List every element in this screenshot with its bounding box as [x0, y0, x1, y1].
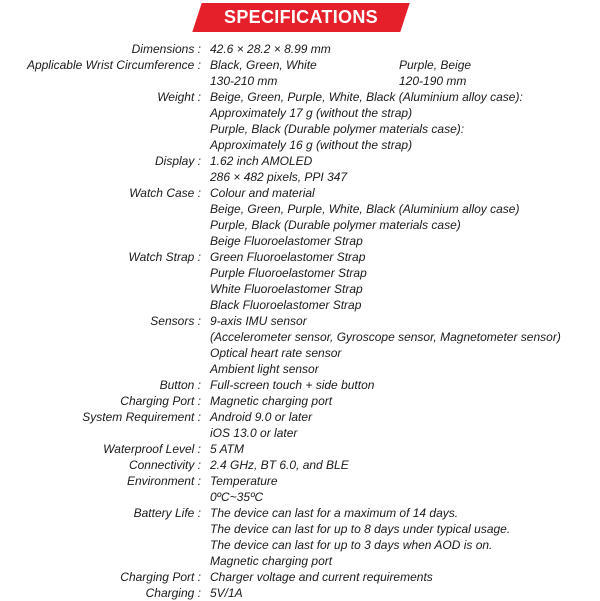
spec-label: Battery Life :: [133, 506, 201, 520]
spec-row: [0, 505, 600, 569]
spec-row: [0, 57, 600, 89]
spec-value: Magnetic charging port: [210, 554, 333, 568]
spec-label: Environment :: [126, 474, 201, 488]
spec-values: [210, 41, 600, 57]
spec-value: 5V/1A: [210, 586, 243, 600]
spec-row: [0, 153, 600, 185]
spec-row: [0, 377, 600, 393]
spec-row: [0, 393, 600, 409]
spec-row: [0, 313, 600, 377]
spec-value: Android 9.0 or later: [210, 410, 313, 424]
spec-value: (Accelerometer sensor, Gyroscope sensor, Magnetometer sensor): [210, 330, 561, 344]
spec-value: Black, Green, White: [210, 58, 317, 72]
spec-row: [0, 41, 600, 57]
page-title: SPECIFICATIONS: [224, 7, 378, 27]
spec-values: [210, 185, 600, 249]
spec-value: Beige Fluoroelastomer Strap: [210, 234, 363, 248]
spec-values: [210, 313, 600, 377]
spec-label: Weight :: [157, 90, 201, 104]
spec-value: Black Fluoroelastomer Strap: [210, 298, 362, 312]
spec-value: The device can last for a maximum of 14 days.: [210, 506, 459, 520]
spec-values: [210, 89, 600, 153]
spec-label: Applicable Wrist Circumference :: [26, 58, 201, 72]
spec-row: [0, 185, 600, 249]
spec-row: [0, 569, 600, 585]
spec-value: 5 ATM: [210, 442, 245, 456]
spec-value: Magnetic charging port: [210, 394, 333, 408]
spec-value: 2.4 GHz, BT 6.0, and BLE: [210, 458, 349, 472]
spec-values: [210, 409, 600, 441]
spec-row: [0, 585, 600, 601]
spec-label: Connectivity :: [128, 458, 201, 472]
spec-value: The device can last for up to 3 days when AOD is on.: [210, 538, 493, 552]
spec-row: [0, 89, 600, 153]
spec-value: 0ºC~35ºC: [210, 490, 264, 504]
spec-row: [0, 441, 600, 457]
spec-label: Display :: [154, 154, 201, 168]
spec-label: Watch Strap :: [128, 250, 201, 264]
spec-value: Optical heart rate sensor: [210, 346, 342, 360]
spec-value: Purple, Black (Durable polymer materials case):: [210, 122, 465, 136]
spec-values: [210, 585, 600, 601]
spec-values: [210, 473, 600, 505]
spec-values: [210, 569, 600, 585]
specifications-list: [0, 41, 600, 601]
spec-value: Temperature: [210, 474, 278, 488]
spec-value: 42.6 × 28.2 × 8.99 mm: [210, 42, 331, 56]
spec-value: Beige, Green, Purple, White, Black (Aluminium alloy case):: [210, 90, 523, 104]
spec-label: Watch Case :: [129, 186, 201, 200]
spec-value: The device can last for up to 8 days under typical usage.: [210, 522, 511, 536]
spec-row: [0, 457, 600, 473]
spec-value: Charger voltage and current requirements: [210, 570, 433, 584]
spec-value: Approximately 16 g (without the strap): [210, 138, 413, 152]
spec-row: [0, 249, 600, 313]
spec-label: Charging :: [145, 586, 201, 600]
spec-value: Colour and material: [210, 186, 315, 200]
spec-value: Beige, Green, Purple, White, Black (Aluminium alloy case): [210, 202, 520, 216]
spec-label: Waterproof Level :: [103, 442, 201, 456]
spec-values: [210, 441, 600, 457]
spec-values: [210, 153, 600, 185]
spec-value: Purple, Black (Durable polymer materials case): [210, 218, 461, 232]
spec-value: iOS 13.0 or later: [210, 426, 298, 440]
spec-label: Charging Port :: [120, 570, 201, 584]
spec-value: Purple, Beige: [399, 58, 472, 72]
spec-value: Ambient light sensor: [210, 362, 319, 376]
spec-value: Purple Fluoroelastomer Strap: [210, 266, 367, 280]
spec-values: [210, 505, 600, 569]
spec-value: 130-210 mm: [210, 74, 278, 88]
spec-value-line: [210, 73, 600, 89]
spec-values: [210, 377, 600, 393]
spec-value: 1.62 inch AMOLED: [210, 154, 313, 168]
spec-label: Button :: [159, 378, 201, 392]
spec-value: White Fluoroelastomer Strap: [210, 282, 363, 296]
spec-values: [210, 57, 600, 89]
spec-label: Charging Port :: [120, 394, 201, 408]
spec-values: [210, 457, 600, 473]
spec-label: Sensors :: [150, 314, 201, 328]
spec-value: Full-screen touch + side button: [210, 378, 375, 392]
spec-value: 9-axis IMU sensor: [210, 314, 307, 328]
spec-label: System Requirement :: [82, 410, 201, 424]
spec-value: 120-190 mm: [399, 74, 467, 88]
spec-values: [210, 393, 600, 409]
spec-label: Dimensions :: [131, 42, 201, 56]
spec-row: [0, 473, 600, 505]
spec-value: Green Fluoroelastomer Strap: [210, 250, 366, 264]
spec-value-line: [210, 57, 600, 73]
spec-values: [210, 249, 600, 313]
spec-value: Approximately 17 g (without the strap): [210, 106, 413, 120]
spec-row: [0, 409, 600, 441]
spec-value: 286 × 482 pixels, PPI 347: [210, 170, 348, 184]
